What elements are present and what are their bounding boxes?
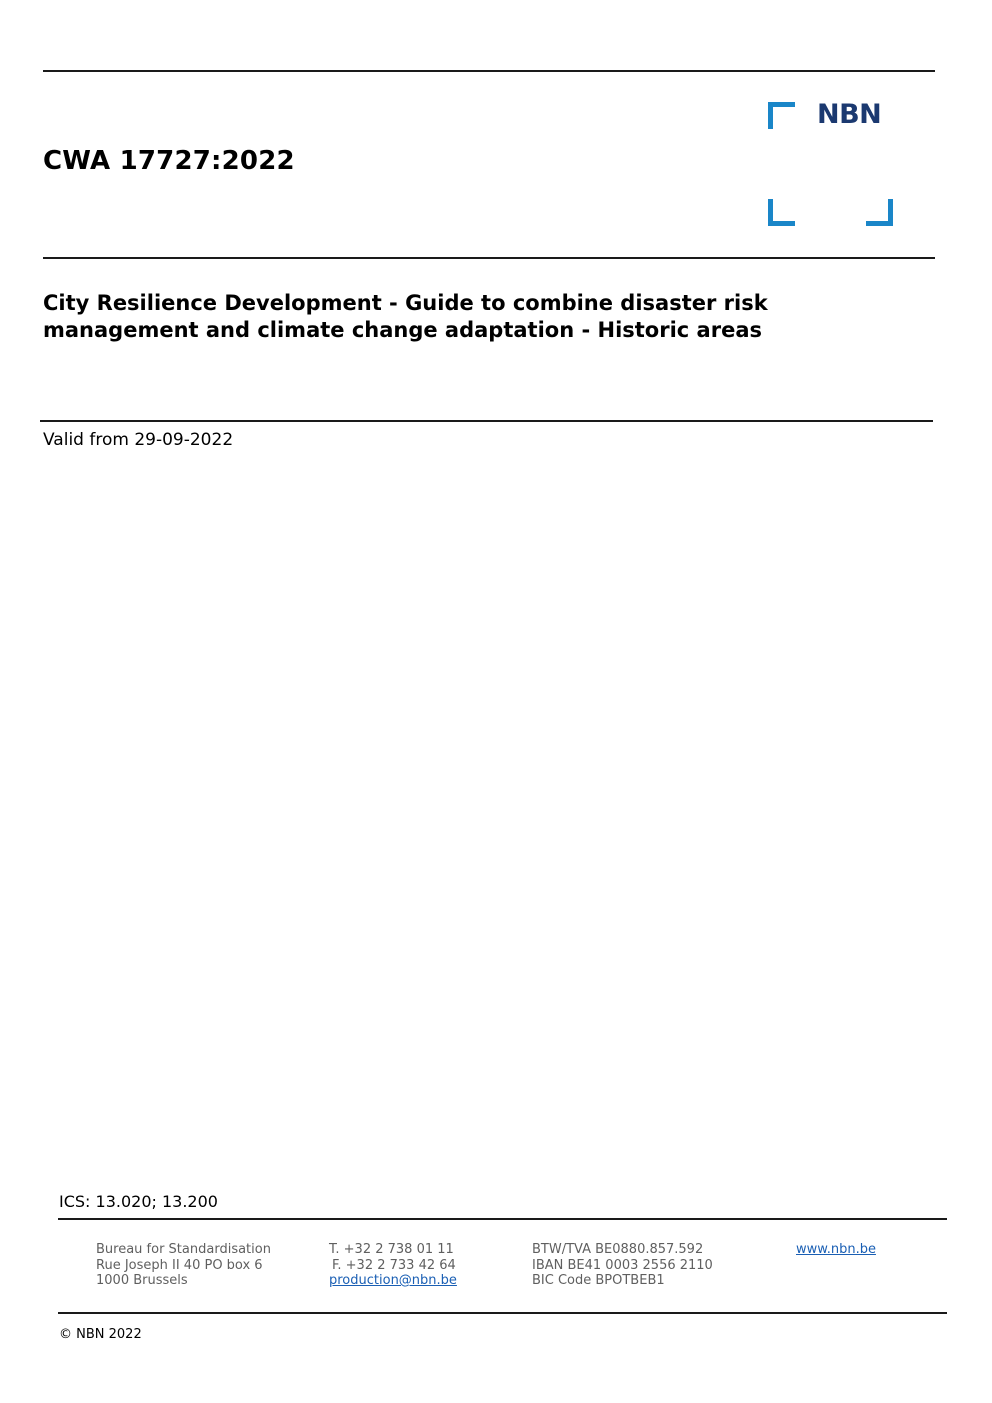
copyright-notice: © NBN 2022 xyxy=(59,1327,142,1342)
footer-contact xyxy=(329,1242,457,1289)
logo-corner-top-left-icon xyxy=(768,102,795,129)
top-divider xyxy=(43,70,935,72)
website-link[interactable]: www.nbn.be xyxy=(796,1242,876,1257)
logo-corner-bottom-right-icon xyxy=(866,199,893,226)
validity-date: Valid from 29-09-2022 xyxy=(43,430,234,450)
address-line-3: 1000 Brussels xyxy=(96,1273,188,1288)
bic-code: BIC Code BPOTBEB1 xyxy=(532,1273,665,1288)
document-title xyxy=(43,290,923,344)
address-line-2: Rue Joseph II 40 PO box 6 xyxy=(96,1257,263,1273)
logo-corner-bottom-left-icon xyxy=(768,199,795,226)
title-line-2: management and climate change adaptation - Historic areas xyxy=(43,318,762,342)
footer-top-divider xyxy=(58,1218,947,1220)
phone-number: T. +32 2 738 01 11 xyxy=(329,1242,454,1257)
document-number: CWA 17727:2022 xyxy=(43,146,295,176)
footer-bottom-divider xyxy=(58,1312,947,1314)
nbn-logo xyxy=(768,100,892,224)
logo-text: NBN xyxy=(817,99,882,130)
title-divider xyxy=(40,420,933,422)
header-divider xyxy=(43,257,935,259)
vat-number: BTW/TVA BE0880.857.592 xyxy=(532,1242,704,1257)
footer-bank-details xyxy=(532,1242,713,1289)
address-line-1: Bureau for Standardisation xyxy=(96,1242,271,1257)
ics-codes: ICS: 13.020; 13.200 xyxy=(59,1192,218,1211)
footer-website xyxy=(796,1242,876,1258)
email-link[interactable]: production@nbn.be xyxy=(329,1273,457,1288)
title-line-1: City Resilience Development - Guide to combine disaster risk xyxy=(43,291,768,315)
footer-address xyxy=(96,1242,271,1289)
fax-number: F. +32 2 733 42 64 xyxy=(332,1257,456,1273)
iban-number: IBAN BE41 0003 2556 2110 xyxy=(532,1257,713,1273)
